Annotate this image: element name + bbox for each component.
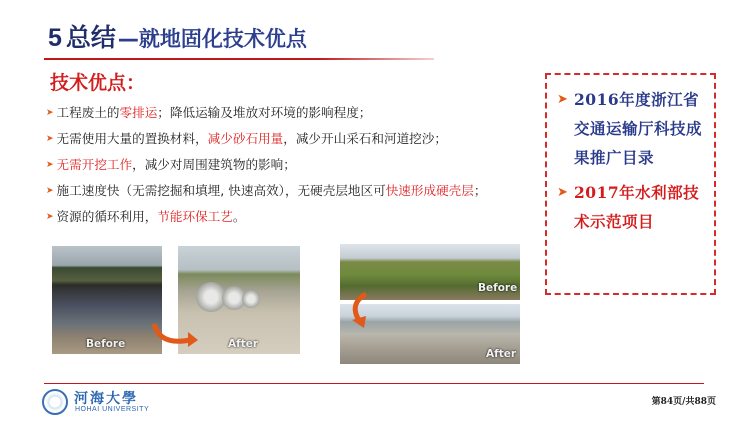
- list-item: [46, 100, 546, 126]
- title-number: 5: [48, 24, 62, 52]
- pipe-shape: [242, 290, 260, 308]
- arrow-bullet-icon: ➤: [46, 160, 54, 170]
- bullet-text: 无需使用大量的置换材料，: [56, 131, 208, 146]
- list-item: [46, 204, 546, 230]
- footer-divider: [44, 383, 704, 384]
- page-title: [48, 18, 307, 52]
- title-main: 总结: [65, 23, 116, 52]
- arrow-bullet-icon: ➤: [557, 92, 568, 107]
- before-label: Before: [478, 282, 518, 294]
- list-item: [46, 152, 546, 178]
- page-number: 第84页/共88页: [651, 397, 716, 407]
- list-item: [46, 126, 546, 152]
- after-label: After: [228, 338, 259, 350]
- bullet-text: 施工速度快（无需挖掘和填埋, 快速高效），无硬壳层地区可: [56, 183, 386, 198]
- bullet-text: ，减少对周围建筑物的影响；: [132, 157, 296, 172]
- logo-english: HOHAI UNIVERSITY: [75, 406, 150, 413]
- arrow-bullet-icon: ➤: [46, 134, 54, 144]
- university-logo: [42, 388, 192, 418]
- highlight-text: 节能环保工艺: [157, 209, 233, 224]
- arrow-bullet-icon: ➤: [46, 108, 54, 118]
- highlight-text: 减少砂石用量: [207, 131, 284, 146]
- bullet-text: ；降低运输及堆放对环境的影响程度；: [157, 105, 372, 120]
- bullet-text: 资源的循环利用，: [56, 209, 158, 224]
- highlight-text: 无需开挖工作: [56, 157, 133, 172]
- arrow-bullet-icon: ➤: [46, 186, 54, 196]
- award-item: [557, 178, 704, 236]
- seal-icon: [42, 389, 68, 415]
- bullet-text: 。: [232, 209, 246, 224]
- section-heading: 技术优点：: [50, 72, 146, 94]
- highlight-text: 零排运: [119, 105, 158, 120]
- advantages-list: [46, 100, 546, 230]
- logo-chinese: 河海大學: [74, 391, 138, 407]
- curved-arrow-icon: [346, 290, 372, 330]
- after-label: After: [486, 348, 517, 360]
- award-item: [557, 85, 704, 172]
- before-photo-pond: [52, 246, 162, 354]
- bullet-text: ；: [473, 183, 487, 198]
- before-label: Before: [86, 338, 126, 350]
- title-subtitle: 就地固化技术优点: [138, 27, 307, 51]
- bullet-text: ，减少开山采石和河道挖沙；: [283, 131, 447, 146]
- award-text: 2016年度浙江省交通运输厅科技成果推广目录: [574, 90, 703, 167]
- curved-arrow-icon: [150, 314, 200, 350]
- highlight-text: 快速形成硬壳层: [385, 183, 474, 198]
- bullet-text: 工程废土的: [56, 105, 120, 120]
- title-dash: —: [117, 27, 139, 51]
- award-text: 2017年水利部技术示范项目: [574, 183, 700, 231]
- awards-box: [545, 73, 716, 295]
- title-underline: [44, 58, 434, 60]
- arrow-bullet-icon: ➤: [557, 185, 568, 200]
- arrow-bullet-icon: ➤: [46, 212, 54, 222]
- list-item: [46, 178, 546, 204]
